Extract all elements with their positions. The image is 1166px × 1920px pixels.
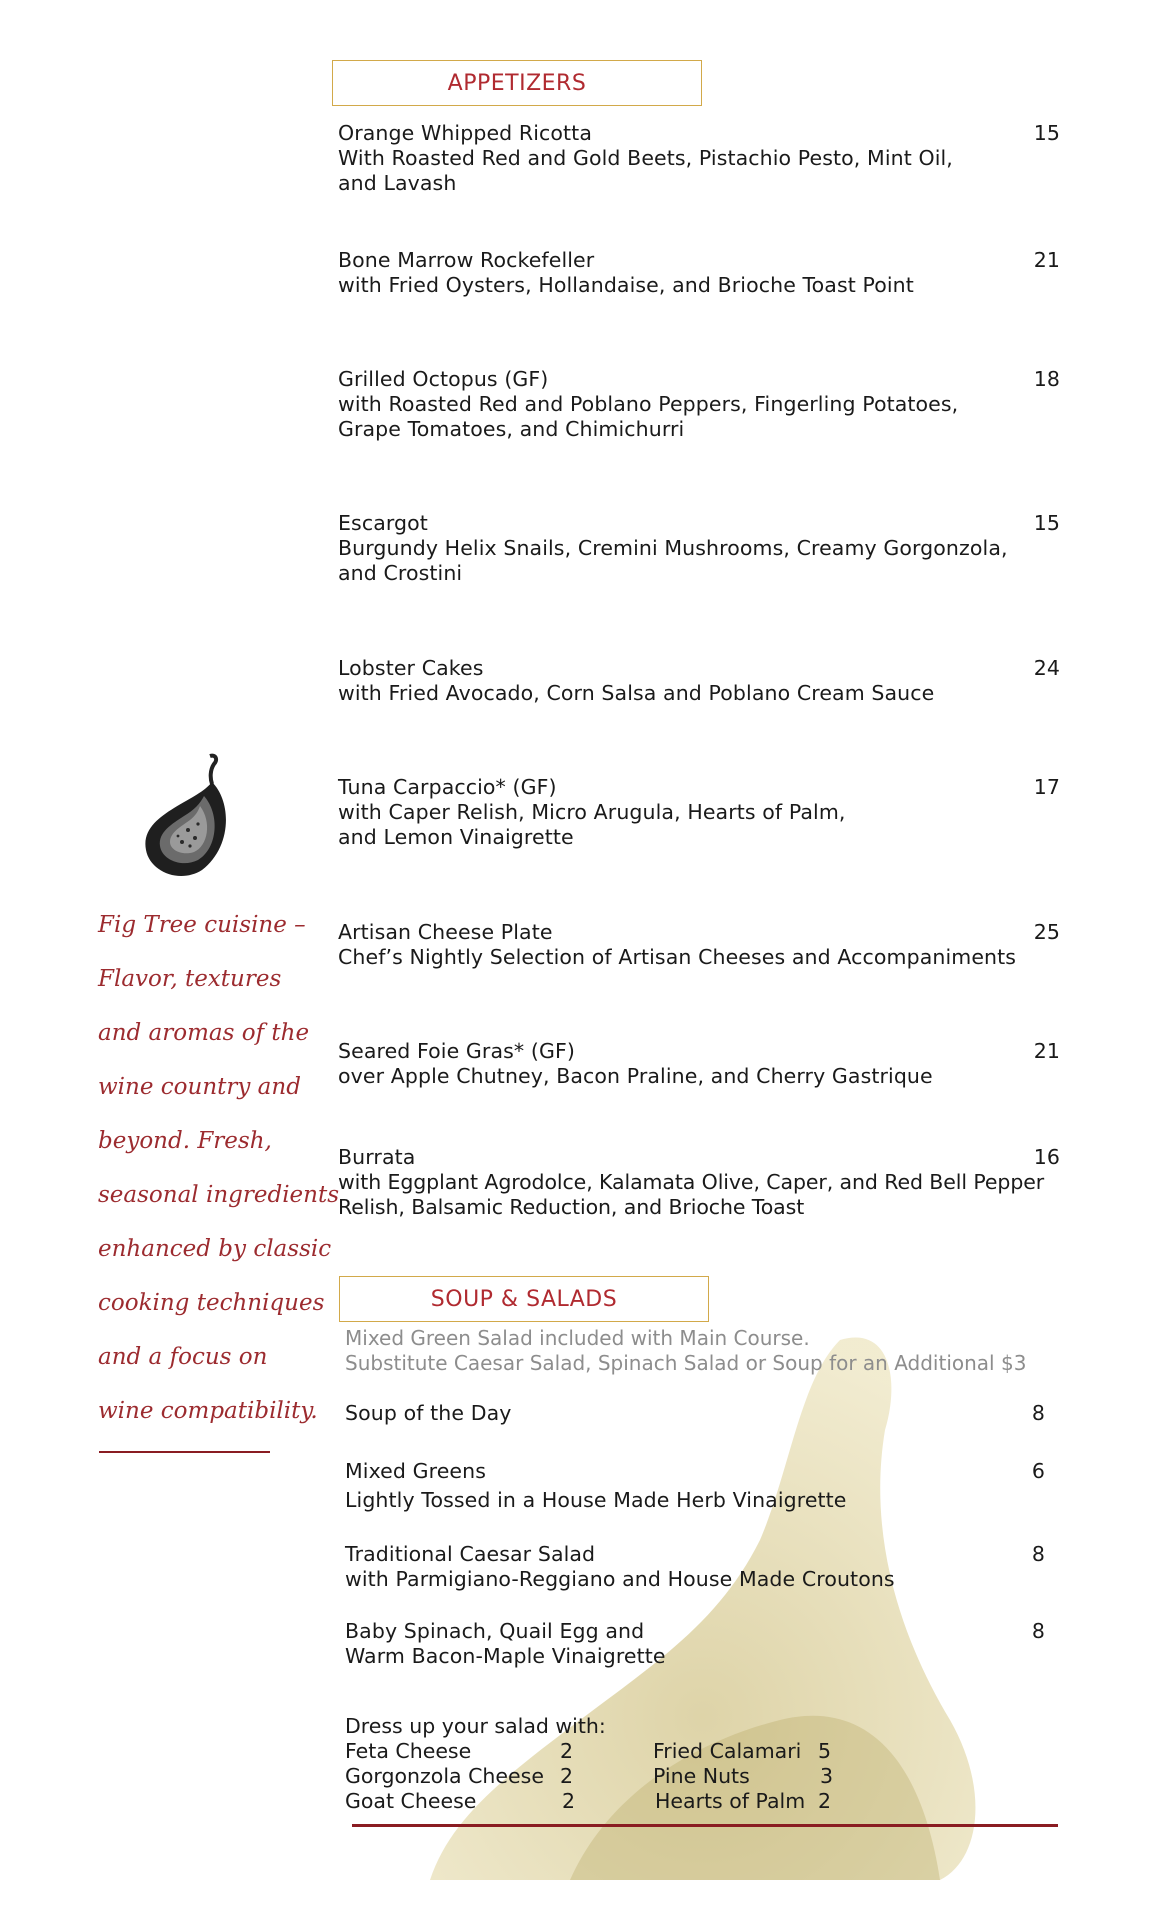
dressup-right-price: 5 [818,1739,832,1763]
dressup-right-name: Fried Calamari [653,1739,802,1763]
menu-item [338,121,1060,196]
item-description: Lightly Tossed in a House Made Herb Vinaigrette [345,1488,847,1512]
soups-note-2: Substitute Caesar Salad, Spinach Salad or Soup for an Additional $3 [345,1351,1027,1375]
tagline-line: cooking techniques [98,1290,325,1316]
menu-item [338,367,1060,442]
item-price: 17 [1033,775,1060,799]
item-price: 8 [1031,1619,1045,1643]
item-description: with Fried Oysters, Hollandaise, and Brioche Toast Point [338,273,914,297]
soups-header [339,1276,709,1322]
soups-note-1: Mixed Green Salad included with Main Course. [345,1326,810,1350]
dressup-left-name: Goat Cheese [345,1789,477,1813]
menu-item [338,1039,1060,1089]
dressup-left-price: 2 [562,1789,576,1813]
item-description: over Apple Chutney, Bacon Praline, and Cherry Gastrique [338,1064,933,1088]
tagline-line: Flavor, textures [98,966,282,992]
appetizers-header [332,60,702,106]
tagline-line: and aromas of the [98,1020,310,1046]
item-price: 18 [1033,367,1060,391]
item-name: Burrata [338,1145,416,1169]
item-name: Orange Whipped Ricotta [338,121,592,145]
item-price: 21 [1033,248,1060,272]
item-description: with Fried Avocado, Corn Salsa and Poblano Cream Sauce [338,681,935,705]
item-price: 24 [1033,656,1060,680]
tagline-line: and a focus on [98,1344,268,1370]
dressup-right-price: 2 [818,1789,832,1813]
item-description: with Parmigiano-Reggiano and House Made Croutons [345,1567,895,1591]
soups-title: SOUP & SALADS [430,1286,618,1312]
item-name: Bone Marrow Rockefeller [338,248,595,272]
item-description: Warm Bacon-Maple Vinaigrette [345,1644,666,1668]
appetizers-title: APPETIZERS [447,70,587,96]
item-description: With Roasted Red and Gold Beets, Pistachio Pesto, Mint Oil, and Lavash [338,146,953,195]
menu-item [338,656,1060,706]
dressup-left-name: Feta Cheese [345,1739,472,1763]
item-name: Traditional Caesar Salad [345,1542,596,1566]
item-price: 8 [1031,1401,1045,1425]
item-name: Artisan Cheese Plate [338,920,553,944]
item-price: 15 [1033,121,1060,145]
item-name: Mixed Greens [345,1459,486,1483]
item-price: 6 [1031,1459,1045,1483]
tagline-line: Fig Tree cuisine – [98,912,306,938]
tagline-line: enhanced by classic [98,1236,332,1262]
menu-item [345,1401,1045,1426]
item-price: 8 [1031,1542,1045,1566]
item-description: Chef’s Nightly Selection of Artisan Cheeses and Accompaniments [338,945,1017,969]
sidebar-divider [99,1451,270,1453]
menu-item [345,1542,1045,1592]
menu-item [338,248,1060,298]
item-description: Burgundy Helix Snails, Cremini Mushrooms, Creamy Gorgonzola, and Crostini [338,536,1008,585]
item-name: Baby Spinach, Quail Egg and [345,1619,645,1643]
item-name: Seared Foie Gras* (GF) [338,1039,575,1063]
dressup-right-name: Hearts of Palm [655,1789,806,1813]
menu-item [345,1459,1045,1513]
item-price: 16 [1033,1145,1060,1169]
dressup-title: Dress up your salad with: [345,1714,606,1738]
dressup-left-price: 2 [560,1764,574,1788]
menu-item [338,775,1060,850]
dressup-left-name: Gorgonzola Cheese [345,1764,544,1788]
item-name: Escargot [338,511,428,535]
item-description: with Eggplant Agrodolce, Kalamata Olive, Caper, and Red Bell Pepper Relish, Balsamic Reduction, and Brioche Toast [338,1170,1045,1219]
item-description: with Caper Relish, Micro Arugula, Hearts of Palm, and Lemon Vinaigrette [338,800,846,849]
menu-item [338,511,1060,586]
dressup-right-price: 3 [820,1764,834,1788]
item-name: Tuna Carpaccio* (GF) [338,775,557,799]
item-name: Soup of the Day [345,1401,512,1425]
fig-icon [140,752,230,877]
tagline-line: wine compatibility. [98,1398,318,1424]
tagline-line: wine country and [98,1074,301,1100]
tagline-line: seasonal ingredients [98,1182,340,1208]
sidebar-tagline [98,898,340,1438]
item-price: 15 [1033,511,1060,535]
bottom-divider [352,1824,1058,1827]
dressup-right-name: Pine Nuts [653,1764,750,1788]
menu-item [338,1145,1060,1220]
item-name: Lobster Cakes [338,656,484,680]
tagline-line: beyond. Fresh, [98,1128,272,1154]
item-price: 25 [1033,920,1060,944]
item-description: with Roasted Red and Poblano Peppers, Fingerling Potatoes, Grape Tomatoes, and Chimichurri [338,392,959,441]
menu-item [338,920,1060,970]
item-name: Grilled Octopus (GF) [338,367,549,391]
item-price: 21 [1033,1039,1060,1063]
menu-item [345,1619,1045,1669]
dressup-left-price: 2 [560,1739,574,1763]
